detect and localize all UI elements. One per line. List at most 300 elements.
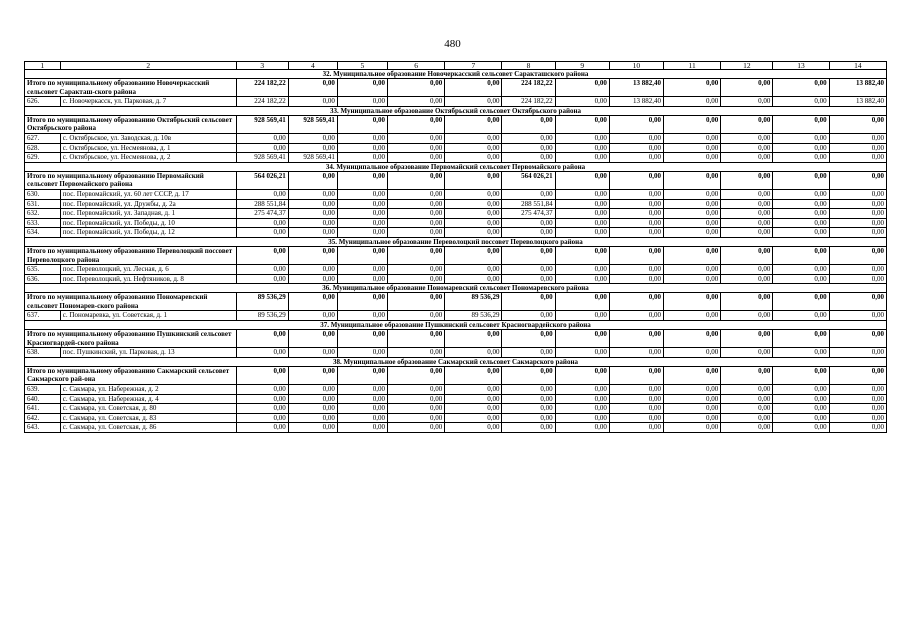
row-value: 0,00 [773,394,829,404]
total-value: 89 536,29 [236,293,288,311]
total-value: 0,00 [288,330,337,348]
total-value: 0,00 [773,293,829,311]
row-value: 0,00 [337,394,387,404]
row-value: 0,00 [555,97,609,107]
row-value: 0,00 [502,404,555,414]
total-value: 0,00 [609,330,663,348]
row-value: 0,00 [236,274,288,284]
row-value: 0,00 [288,404,337,414]
total-value: 0,00 [502,246,555,264]
total-value: 0,00 [773,171,829,189]
row-value: 0,00 [664,209,721,219]
row-value: 0,00 [829,274,886,284]
row-value: 928 569,41 [288,153,337,163]
row-value: 0,00 [773,274,829,284]
row-value: 0,00 [609,348,663,358]
total-value: 0,00 [555,79,609,97]
page-number: 480 [444,38,461,50]
row-value: 0,00 [829,265,886,275]
row-value: 0,00 [502,189,555,199]
row-number: 628. [25,143,61,153]
row-value: 0,00 [387,413,444,423]
total-value: 0,00 [829,246,886,264]
header-cell: 13 [773,62,829,70]
total-value: 0,00 [445,79,502,97]
row-value: 0,00 [555,423,609,433]
section-title-row [25,321,887,330]
row-value: 0,00 [236,218,288,228]
row-value: 0,00 [387,348,444,358]
row-value: 0,00 [502,394,555,404]
row-value: 0,00 [445,385,502,395]
row-value: 0,00 [387,199,444,209]
row-value: 0,00 [829,404,886,414]
row-address: пос. Переволоцкий, ул. Лесная, д. 6 [60,265,236,275]
section-title: 37. Муниципальное образование Пушкинский сельсовет Красногвардейского района [25,321,887,330]
section-title: 36. Муниципальное образование Пономаревский сельсовет Пономаревского района [25,284,887,293]
row-value: 0,00 [337,199,387,209]
total-value: 0,00 [664,171,721,189]
total-value: 0,00 [445,115,502,133]
row-value: 0,00 [773,265,829,275]
row-value: 0,00 [337,218,387,228]
row-value: 0,00 [445,348,502,358]
row-value: 0,00 [337,209,387,219]
row-value: 0,00 [236,423,288,433]
row-value: 0,00 [288,133,337,143]
row-value: 0,00 [288,199,337,209]
row-address: с. Октябрьское, ул. Несмеянова, д. 1 [60,143,236,153]
total-value: 0,00 [721,246,773,264]
row-value: 0,00 [337,413,387,423]
row-value: 0,00 [445,228,502,238]
row-value: 0,00 [555,265,609,275]
row-value: 0,00 [337,385,387,395]
row-value: 0,00 [609,423,663,433]
total-value: 224 182,22 [502,79,555,97]
row-value: 0,00 [721,189,773,199]
row-value: 0,00 [721,311,773,321]
header-cell: 1 [25,62,61,70]
row-value: 0,00 [721,199,773,209]
row-value: 0,00 [337,311,387,321]
row-value: 0,00 [445,199,502,209]
total-value: 0,00 [288,366,337,384]
row-value: 0,00 [721,423,773,433]
total-value: 0,00 [337,330,387,348]
row-value: 0,00 [773,218,829,228]
total-value: 0,00 [721,171,773,189]
total-value: 13 882,40 [609,79,663,97]
row-value: 0,00 [445,423,502,433]
total-value: 0,00 [337,366,387,384]
row-number: 627. [25,133,61,143]
row-value: 0,00 [721,153,773,163]
row-value: 0,00 [502,385,555,395]
row-value: 0,00 [829,153,886,163]
row-value: 0,00 [502,153,555,163]
total-label: Итого по муниципальному образованию Октябрьский сельсовет Октябрьского района [25,115,237,133]
row-value: 0,00 [445,143,502,153]
table-row [25,385,887,395]
row-value: 0,00 [721,209,773,219]
row-value: 0,00 [609,143,663,153]
total-value: 0,00 [502,366,555,384]
total-value: 0,00 [773,115,829,133]
table-row [25,265,887,275]
total-value: 0,00 [387,366,444,384]
row-value: 0,00 [721,274,773,284]
total-value: 0,00 [773,366,829,384]
row-address: пос. Первомайский, ул. Победы, д. 12 [60,228,236,238]
row-value: 0,00 [721,133,773,143]
row-value: 0,00 [236,228,288,238]
row-value: 0,00 [555,228,609,238]
row-value: 0,00 [387,143,444,153]
row-value: 0,00 [773,133,829,143]
section-title-row [25,357,887,366]
row-value: 0,00 [664,404,721,414]
row-value: 0,00 [829,133,886,143]
total-value: 0,00 [609,246,663,264]
row-value: 0,00 [664,199,721,209]
row-value: 0,00 [236,413,288,423]
section-title: 32. Муниципальное образование Новочеркасский сельсовет Саракташского района [25,70,887,79]
total-value: 0,00 [609,293,663,311]
table-row [25,209,887,219]
row-address: с. Октябрьское, ул. Несмеянова, д. 2 [60,153,236,163]
total-value: 0,00 [829,171,886,189]
row-value: 0,00 [829,348,886,358]
total-value: 0,00 [609,171,663,189]
header-cell: 3 [236,62,288,70]
total-row [25,293,887,311]
row-value: 0,00 [502,274,555,284]
header-cell: 7 [445,62,502,70]
total-label: Итого по муниципальному образованию Пушкинский сельсовет Красногвардей-ского района [25,330,237,348]
row-value: 0,00 [288,274,337,284]
row-value: 0,00 [721,218,773,228]
row-value: 0,00 [387,209,444,219]
row-value: 0,00 [664,97,721,107]
total-value: 224 182,22 [236,79,288,97]
total-value: 928 569,41 [288,115,337,133]
row-value: 0,00 [387,385,444,395]
row-value: 0,00 [445,153,502,163]
table-row [25,394,887,404]
row-value: 0,00 [773,413,829,423]
total-value: 0,00 [555,366,609,384]
row-value: 0,00 [445,274,502,284]
section-title: 38. Муниципальное образование Сакмарский сельсовет Сакмарского района [25,357,887,366]
total-value: 0,00 [721,79,773,97]
total-value: 928 569,41 [236,115,288,133]
row-value: 0,00 [555,394,609,404]
total-row [25,171,887,189]
header-cell: 5 [337,62,387,70]
row-number: 642. [25,413,61,423]
section-title: 33. Муниципальное образование Октябрьский сельсовет Октябрьского района [25,106,887,115]
row-value: 0,00 [236,404,288,414]
row-address: пос. Первомайский, ул. Дружбы, д. 2а [60,199,236,209]
table-row [25,199,887,209]
row-number: 640. [25,394,61,404]
total-value: 0,00 [555,115,609,133]
row-value: 0,00 [829,209,886,219]
total-value: 0,00 [387,115,444,133]
row-number: 632. [25,209,61,219]
header-row [25,62,887,70]
row-value: 0,00 [721,394,773,404]
row-value: 0,00 [664,385,721,395]
row-value: 0,00 [664,423,721,433]
row-value: 0,00 [236,348,288,358]
row-value: 0,00 [773,404,829,414]
row-value: 0,00 [829,189,886,199]
row-value: 0,00 [664,265,721,275]
row-address: с. Сакмара, ул. Набережная, д. 4 [60,394,236,404]
total-value: 0,00 [236,330,288,348]
row-value: 0,00 [773,199,829,209]
row-value: 0,00 [829,385,886,395]
row-value: 0,00 [288,218,337,228]
row-value: 0,00 [664,311,721,321]
row-value: 0,00 [721,228,773,238]
row-value: 13 882,40 [609,97,663,107]
row-value: 0,00 [829,199,886,209]
row-value: 0,00 [829,143,886,153]
total-value: 0,00 [445,366,502,384]
total-value: 0,00 [609,366,663,384]
section-title-row [25,162,887,171]
total-value: 0,00 [387,171,444,189]
row-value: 0,00 [502,413,555,423]
row-value: 0,00 [337,133,387,143]
header-cell: 9 [555,62,609,70]
row-address: пос. Пушкинский, ул. Парковая, д. 13 [60,348,236,358]
row-value: 0,00 [664,348,721,358]
row-number: 630. [25,189,61,199]
row-address: с. Сакмара, ул. Советская, д. 86 [60,423,236,433]
total-value: 0,00 [555,293,609,311]
row-value: 0,00 [288,228,337,238]
row-value: 0,00 [609,404,663,414]
row-value: 0,00 [773,97,829,107]
row-value: 0,00 [773,311,829,321]
row-value: 0,00 [829,394,886,404]
section-title: 34. Муниципальное образование Первомайский сельсовет Первомайского района [25,162,887,171]
row-address: пос. Первомайский, ул. Победы, д. 10 [60,218,236,228]
row-value: 0,00 [721,385,773,395]
row-value: 0,00 [502,348,555,358]
row-value: 0,00 [445,413,502,423]
section-title-row [25,70,887,79]
row-value: 0,00 [236,265,288,275]
total-value: 0,00 [288,293,337,311]
row-value: 0,00 [502,143,555,153]
row-value: 0,00 [609,274,663,284]
row-value: 0,00 [387,423,444,433]
row-address: с. Сакмара, ул. Набережная, д. 2 [60,385,236,395]
total-value: 0,00 [387,330,444,348]
row-number: 641. [25,404,61,414]
row-address: пос. Первомайский, ул. Западная, д. 1 [60,209,236,219]
table-row [25,153,887,163]
row-value: 0,00 [555,274,609,284]
row-value: 0,00 [609,189,663,199]
row-number: 634. [25,228,61,238]
row-address: с. Новочеркасск, ул. Парковая, д. 7 [60,97,236,107]
row-value: 0,00 [337,423,387,433]
total-value: 0,00 [555,171,609,189]
row-value: 0,00 [829,311,886,321]
row-value: 0,00 [288,209,337,219]
row-value: 0,00 [445,394,502,404]
row-value: 0,00 [236,143,288,153]
row-number: 633. [25,218,61,228]
row-value: 0,00 [555,199,609,209]
total-value: 0,00 [829,293,886,311]
section-title-row [25,106,887,115]
row-value: 0,00 [829,218,886,228]
total-value: 0,00 [288,171,337,189]
total-row [25,330,887,348]
section-title: 35. Муниципальное образование Переволоцкий поссовет Переволоцкого района [25,237,887,246]
total-row [25,115,887,133]
header-cell: 2 [60,62,236,70]
row-value: 0,00 [721,404,773,414]
total-row [25,246,887,264]
row-value: 0,00 [337,97,387,107]
row-value: 0,00 [288,348,337,358]
row-value: 0,00 [773,423,829,433]
row-value: 0,00 [445,404,502,414]
total-value: 0,00 [337,79,387,97]
register-table [24,61,887,433]
total-value: 0,00 [829,115,886,133]
row-value: 0,00 [721,348,773,358]
total-value: 0,00 [664,366,721,384]
row-value: 0,00 [555,218,609,228]
row-value: 0,00 [721,265,773,275]
total-value: 0,00 [555,330,609,348]
row-address: пос. Переволоцкий, ул. Нефтяников, д. 8 [60,274,236,284]
row-value: 0,00 [664,413,721,423]
table-row [25,413,887,423]
row-value: 0,00 [721,413,773,423]
total-value: 0,00 [664,115,721,133]
row-value: 0,00 [829,228,886,238]
total-value: 564 026,21 [236,171,288,189]
row-value: 0,00 [555,348,609,358]
total-value: 0,00 [445,330,502,348]
total-value: 89 536,29 [445,293,502,311]
total-value: 13 882,40 [829,79,886,97]
row-value: 0,00 [555,153,609,163]
table-row [25,143,887,153]
table-row [25,228,887,238]
row-number: 629. [25,153,61,163]
row-value: 928 569,41 [236,153,288,163]
row-value: 0,00 [387,97,444,107]
row-value: 0,00 [387,404,444,414]
row-value: 224 182,22 [236,97,288,107]
row-value: 0,00 [236,385,288,395]
header-cell: 12 [721,62,773,70]
row-value: 0,00 [387,133,444,143]
row-address: с. Сакмара, ул. Советская, д. 83 [60,413,236,423]
table-row [25,189,887,199]
row-value: 0,00 [288,311,337,321]
row-value: 0,00 [555,209,609,219]
total-value: 0,00 [387,293,444,311]
row-value: 0,00 [387,218,444,228]
row-value: 0,00 [288,385,337,395]
total-value: 0,00 [502,330,555,348]
total-value: 0,00 [721,330,773,348]
header-cell: 11 [664,62,721,70]
row-value: 275 474,37 [236,209,288,219]
row-value: 0,00 [773,189,829,199]
header-cell: 14 [829,62,886,70]
section-title-row [25,237,887,246]
row-value: 0,00 [337,265,387,275]
total-value: 0,00 [829,330,886,348]
row-number: 639. [25,385,61,395]
header-cell: 4 [288,62,337,70]
total-value: 0,00 [337,246,387,264]
total-value: 0,00 [387,79,444,97]
row-value: 0,00 [555,189,609,199]
table-row [25,97,887,107]
row-value: 0,00 [236,189,288,199]
row-value: 0,00 [721,97,773,107]
row-value: 0,00 [445,209,502,219]
total-value: 0,00 [664,330,721,348]
row-value: 0,00 [773,143,829,153]
total-value: 0,00 [337,115,387,133]
header-cell: 8 [502,62,555,70]
row-value: 0,00 [555,413,609,423]
row-value: 0,00 [664,153,721,163]
row-value: 0,00 [664,189,721,199]
row-value: 0,00 [337,404,387,414]
total-value: 0,00 [664,293,721,311]
total-row [25,366,887,384]
table-row [25,274,887,284]
row-value: 0,00 [387,274,444,284]
row-value: 0,00 [337,274,387,284]
row-value: 0,00 [236,394,288,404]
row-value: 0,00 [773,228,829,238]
row-value: 0,00 [337,153,387,163]
row-value: 0,00 [664,228,721,238]
header-cell: 6 [387,62,444,70]
total-value: 0,00 [664,79,721,97]
total-value: 0,00 [288,79,337,97]
row-value: 0,00 [502,228,555,238]
row-value: 0,00 [609,311,663,321]
row-value: 0,00 [387,394,444,404]
row-value: 0,00 [773,153,829,163]
row-value: 0,00 [288,265,337,275]
row-value: 0,00 [609,199,663,209]
row-number: 626. [25,97,61,107]
row-value: 0,00 [387,265,444,275]
row-value: 0,00 [829,413,886,423]
row-number: 637. [25,311,61,321]
row-value: 0,00 [445,97,502,107]
